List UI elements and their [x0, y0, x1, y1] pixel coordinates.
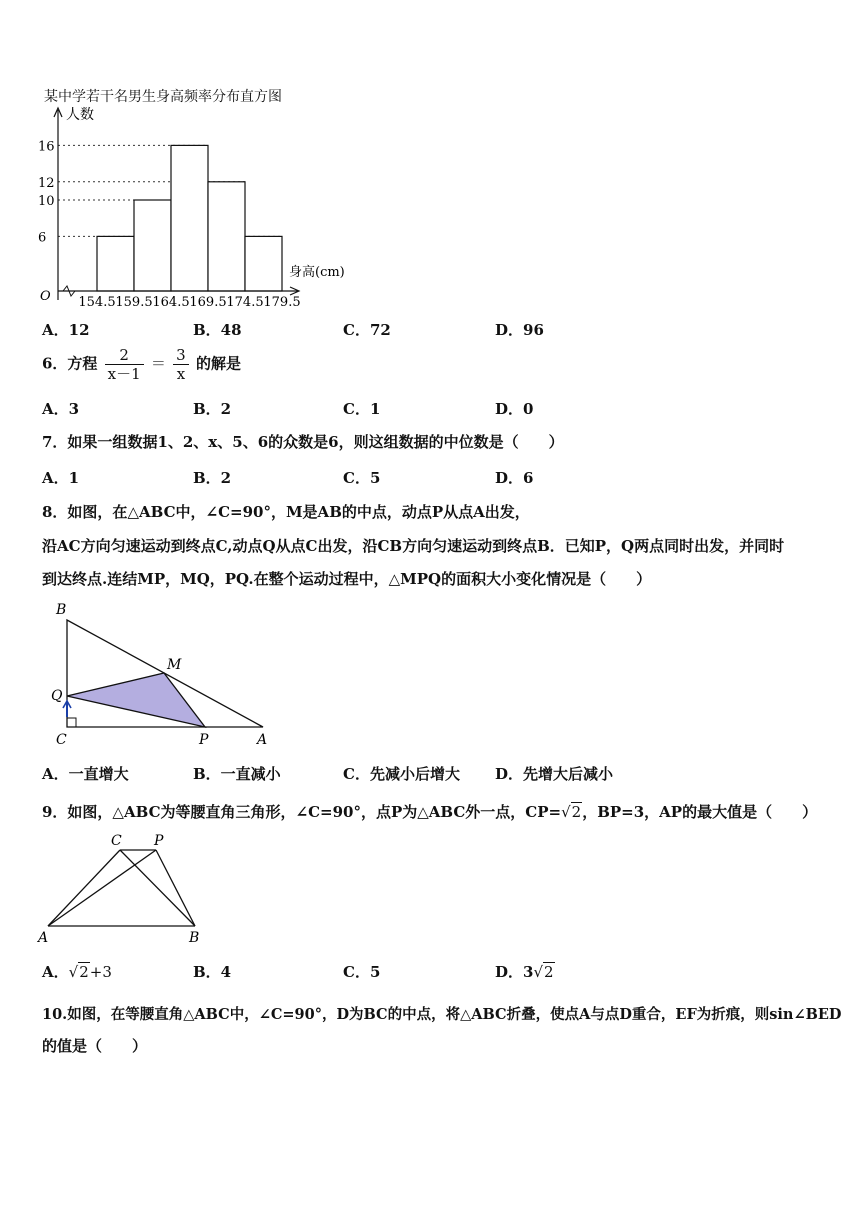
q8-right-angle-mark [67, 718, 76, 727]
histogram-chart [0, 0, 868, 320]
q6-frac2-denominator: x [176, 365, 186, 383]
q9-option-a[interactable] [42, 961, 112, 982]
q9-option-a-rest: +3 [89, 963, 112, 981]
x-tick-label: 169.5 [189, 295, 227, 310]
q8-label-p: P [199, 732, 209, 748]
y-tick-label: 10 [38, 194, 55, 209]
q6-fraction-left [105, 346, 144, 383]
q10-stem-line2: 的值是（ ） [42, 1037, 148, 1055]
origin-label: O [40, 289, 51, 304]
q9-side-cb [120, 850, 195, 926]
q9-sqrt: √2 [561, 803, 582, 821]
q5-option-a[interactable]: A．12 [42, 321, 90, 339]
q6-option-a[interactable]: A．3 [42, 400, 80, 418]
q9-option-d[interactable] [495, 961, 555, 982]
y-tick-label: 6 [38, 230, 47, 246]
q8-stem-line1: 8．如图，在△ABC中，∠C=90°，M是AB的中点，动点P从点A出发， [42, 503, 530, 521]
q9-option-a-label: A． [42, 963, 69, 981]
q8-option-b[interactable]: B．一直减小 [193, 765, 281, 783]
x-axis-label: 身高(cm) [289, 265, 345, 280]
y-tick-label: 16 [38, 139, 55, 155]
y-tick-label: 12 [38, 175, 55, 191]
q8-label-c: C [56, 732, 67, 748]
q9-stem-part2: ，BP=3，AP的最大值是（ ） [582, 803, 818, 821]
q6-option-b[interactable]: B．2 [193, 400, 232, 418]
x-tick-label: 159.5 [115, 295, 153, 310]
q8-triangle-figure [0, 595, 320, 755]
q9-label-c: C [111, 833, 122, 849]
x-tick-label: 154.5 [78, 295, 116, 310]
q8-option-a[interactable]: A．一直增大 [42, 765, 129, 783]
q7-stem: 7．如果一组数据1、2、x、5、6的众数是6，则这组数据的中位数是（ ） [42, 433, 564, 451]
histogram-bar [134, 200, 171, 291]
q6-suffix: 的解是 [195, 354, 241, 373]
q6-frac1-denominator: x－1 [107, 365, 141, 383]
q9-sqrt-radicand: 2 [571, 803, 582, 821]
x-tick-label: 179.5 [263, 295, 301, 310]
q9-option-a-sqrt: √2 [68, 963, 89, 981]
q5-option-c[interactable]: C．72 [343, 321, 391, 339]
histogram-bar [171, 145, 208, 291]
q9-stem [42, 801, 817, 822]
q8-label-a: A [257, 732, 268, 748]
q9-triangle-figure [0, 828, 220, 948]
q5-option-d[interactable]: D．96 [495, 321, 544, 339]
q9-segment-ap [48, 850, 156, 926]
q6-option-d[interactable]: D．0 [495, 400, 534, 418]
q7-option-a[interactable]: A．1 [42, 469, 80, 487]
q9-side-ac [48, 850, 120, 926]
q10-stem-line1: 10.如图，在等腰直角△ABC中，∠C=90°，D为BC的中点，将△ABC折叠，使点A与点D重合，EF为折痕，则sin∠BED [42, 1006, 842, 1023]
q5-option-b[interactable]: B．48 [193, 321, 242, 339]
q9-label-b: B [189, 930, 200, 946]
chart-title: 某中学若干名男生身高频率分布直方图 [44, 89, 282, 105]
q8-option-d[interactable]: D．先增大后减小 [495, 765, 614, 783]
x-tick-label: 174.5 [226, 295, 264, 310]
q9-segment-bp [156, 850, 195, 926]
q8-option-c[interactable]: C．先减小后增大 [343, 765, 460, 783]
q8-label-b: B [56, 602, 67, 618]
q9-option-d-sqrt: √2 [533, 963, 554, 981]
q6-prefix: 6．方程 [42, 354, 98, 373]
q7-option-d[interactable]: D．6 [495, 469, 534, 487]
q9-label-a: A [38, 930, 49, 946]
x-tick-label: 164.5 [152, 295, 190, 310]
q9-label-p: P [154, 833, 164, 849]
q7-option-c[interactable]: C．5 [343, 469, 381, 487]
q6-frac1-numerator: 2 [105, 346, 144, 365]
q6-option-c[interactable]: C．1 [343, 400, 381, 418]
q8-stem-line3: 到达终点.连结MP，MQ，PQ.在整个运动过程中，△MPQ的面积大小变化情况是（ ） [42, 570, 652, 588]
histogram-bar [208, 182, 245, 291]
q8-label-q: Q [51, 688, 63, 704]
q6-frac2-numerator: 3 [173, 346, 189, 365]
histogram-bar [245, 236, 282, 291]
q8-triangle-mpq [67, 673, 205, 727]
q6-equals: ＝ [150, 354, 166, 373]
q7-option-b[interactable]: B．2 [193, 469, 232, 487]
q6-fraction-right [173, 346, 189, 383]
y-axis-label: 人数 [66, 107, 94, 123]
histogram-bar [97, 236, 134, 291]
q6-stem [42, 346, 241, 383]
q9-option-d-radicand: 2 [544, 963, 554, 981]
q8-label-m: M [167, 657, 182, 673]
q8-stem-line2: 沿AC方向匀速运动到终点C,动点Q从点C出发，沿CB方向匀速运动到终点B．已知P，Q两点同时出发，并同时 [42, 537, 785, 555]
q9-option-d-label: D．3 [495, 963, 534, 981]
q9-stem-part1: 9．如图，△ABC为等腰直角三角形，∠C=90°，点P为△ABC外一点，CP= [42, 803, 562, 821]
q9-option-a-radicand: 2 [79, 963, 89, 981]
q9-option-c[interactable]: C．5 [343, 963, 381, 981]
q9-option-b[interactable]: B．4 [193, 963, 232, 981]
